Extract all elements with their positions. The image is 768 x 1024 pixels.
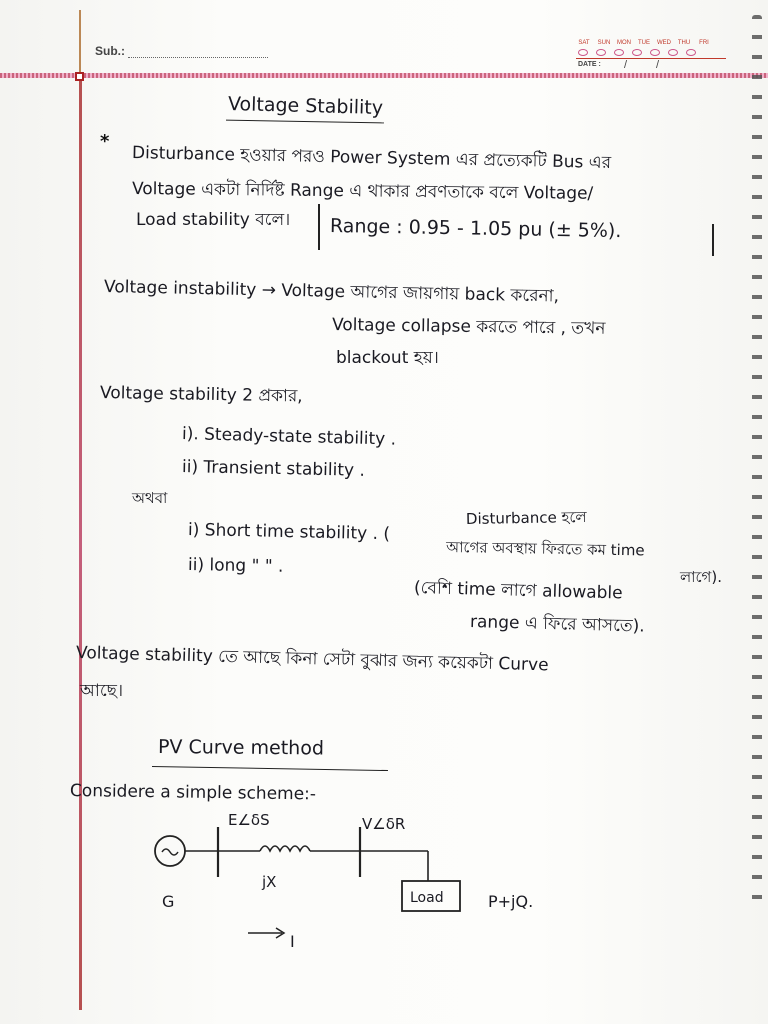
types-intro: Voltage stability 2 প্রকার,	[99, 383, 303, 407]
long-time-stability: ii) long " " .	[187, 555, 284, 577]
definition-line-1: Disturbance হওয়ার পরও Power System এর প্রত্যেকটি Bus এর	[131, 143, 612, 174]
short-time-stability: i) Short time stability . (	[187, 520, 391, 545]
type-steady-state: i). Steady-state stability .	[181, 424, 397, 450]
corner-marker	[75, 72, 84, 81]
weekday-row	[576, 40, 712, 46]
pv-title-underline	[152, 766, 388, 771]
long-note-1: (বেশি time লাগে allowable	[413, 578, 623, 604]
short-note: আগের অবস্থায় ফিরতে কম time	[445, 538, 645, 560]
header-band	[0, 73, 768, 78]
date-slash: /	[656, 59, 660, 71]
receiving-voltage-label: V∠δR	[362, 815, 406, 833]
day-label: MON	[617, 40, 631, 46]
definition-line-2: Voltage একটা নির্দিষ্ট Range এ থাকার প্রবণতাকে বলে Voltage/	[131, 179, 594, 204]
subject-line	[128, 57, 268, 58]
circuit-diagram	[140, 805, 600, 965]
day-label: FRI	[699, 40, 709, 46]
date-divider	[576, 58, 726, 59]
generator-label: G	[162, 892, 175, 911]
page-title: Voltage Stability	[227, 93, 384, 120]
type-transient: ii) Transient stability .	[181, 457, 366, 481]
title-underline	[226, 120, 384, 124]
day-label: SUN	[597, 40, 611, 46]
instability-line-1: Voltage instability → Voltage আগের জায়গায় back করেনা,	[103, 277, 560, 307]
or-label: অথবা	[132, 489, 168, 507]
long-note-2: range এ ফিরে আসতে).	[469, 612, 645, 637]
margin-line-top	[79, 10, 81, 80]
instability-line-3: blackout হয়।	[336, 348, 439, 368]
weekday-circles	[578, 49, 696, 56]
day-label: TUE	[638, 40, 650, 46]
date-slash: /	[624, 59, 628, 71]
date-label: DATE :	[578, 61, 601, 68]
subject-label: Sub.:	[95, 44, 125, 58]
curve-line-2: আছে।	[80, 681, 124, 701]
generator-wave-icon	[162, 849, 178, 855]
day-label: THU	[677, 40, 691, 46]
range-text: Range : 0.95 - 1.05 pu (± 5%).	[329, 215, 622, 243]
short-note-end: লাগে).	[680, 568, 723, 586]
instability-line-2: Voltage collapse করতে পারে , তখন	[331, 315, 606, 339]
current-label: I	[290, 932, 295, 951]
reactance-coil	[260, 846, 310, 851]
sending-voltage-label: E∠δS	[228, 811, 270, 829]
consider-line: Considere a simple scheme:-	[69, 781, 317, 805]
reactance-label: jX	[262, 873, 277, 891]
curve-line-1: Voltage stability তে আছে কিনা সেটা বুঝার জন্য কয়েকটা Curve	[75, 643, 549, 676]
pv-curve-title: PV Curve method	[157, 736, 325, 760]
margin-line	[79, 80, 82, 1010]
spiral-binding	[752, 15, 762, 915]
load-label: Load	[410, 890, 444, 906]
definition-line-3: Load stability বলে।	[136, 210, 291, 230]
range-bracket-right	[706, 224, 714, 256]
day-label: SAT	[578, 40, 590, 46]
load-power-label: P+jQ.	[488, 892, 534, 911]
short-note-top: Disturbance হলে	[465, 507, 587, 528]
day-label: WED	[657, 40, 671, 46]
bullet-mark: *	[100, 131, 110, 152]
